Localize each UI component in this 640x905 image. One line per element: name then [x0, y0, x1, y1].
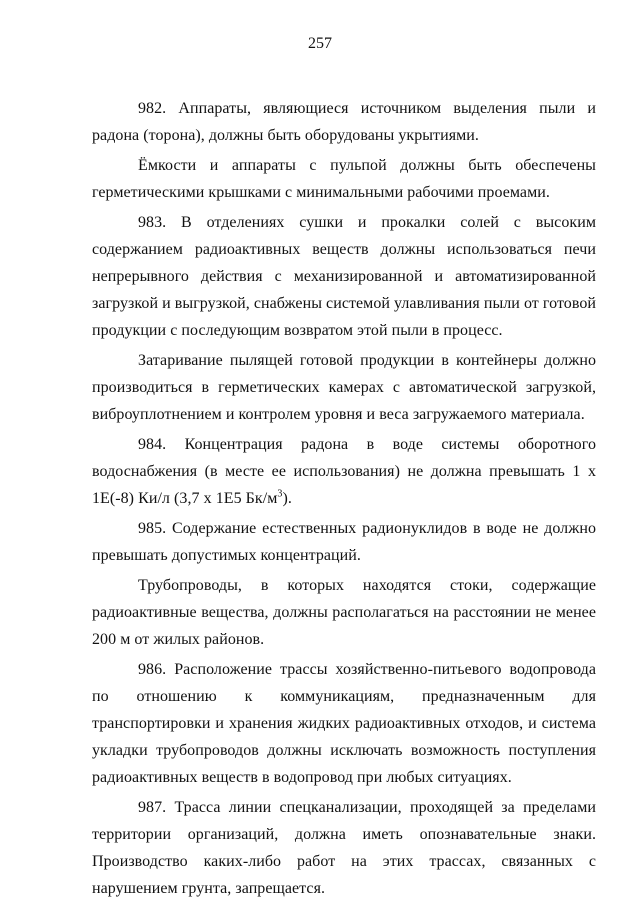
paragraph-984: [92, 431, 596, 512]
paragraph-982: 982. Аппараты, являющиеся источником выделения пыли и радона (торона), должны быть оборудованы укрытиями.: [92, 100, 596, 144]
paragraph-984-text: 984. Концентрация радона в воде системы оборотного водоснабжения (в месте ее использования) не должна превышать 1 х 1Е(-8) Ки/л (3,7 х 1Е5 Бк/м: [92, 436, 596, 507]
paragraph-983: 983. В отделениях сушки и прокалки солей с высоким содержанием радиоактивных веществ должны использоваться печи непрерывного действия с механизированной и автоматизированной загрузкой и выгрузкой, снабжены системой улавливания пыли от готовой продукции с последующим возвратом этой пыли в процесс.: [92, 214, 596, 339]
paragraph-tanks: Ёмкости и аппараты с пульпой должны быть обеспечены герметическими крышками с минимальными рабочими проемами.: [92, 157, 596, 201]
page-number: 257: [308, 35, 332, 52]
paragraph-985: 985. Содержание естественных радионуклидов в воде не должно превышать допустимых концентраций.: [92, 520, 596, 564]
paragraph-pipelines: Трубопроводы, в которых находятся стоки, содержащие радиоактивные вещества, должны располагаться на расстоянии не менее 200 м от жилых районов.: [92, 577, 596, 648]
paragraph-packaging: Затаривание пылящей готовой продукции в контейнеры должно производиться в герметических камерах с автоматической загрузкой, виброуплотнением и контролем уровня и веса загружаемого материала.: [92, 352, 596, 423]
paragraph-987: 987. Трасса линии спецканализации, проходящей за пределами территории организаций, должна иметь опознавательные знаки. Производство каких-либо работ на этих трассах, связанных с нарушением грунта, запрещается.: [92, 799, 596, 897]
cubic-superscript: 3: [277, 488, 283, 500]
paragraph-984-end: ).: [282, 490, 292, 507]
document-body: [92, 95, 596, 905]
paragraph-986: 986. Расположение трассы хозяйственно-питьевого водопровода по отношению к коммуникациям, предназначенным для транспортировки и хранения жидких радиоактивных отходов, и система укладки трубопроводов должны исключать возможность поступления радиоактивных веществ в водопровод при любых ситуациях.: [92, 661, 596, 786]
